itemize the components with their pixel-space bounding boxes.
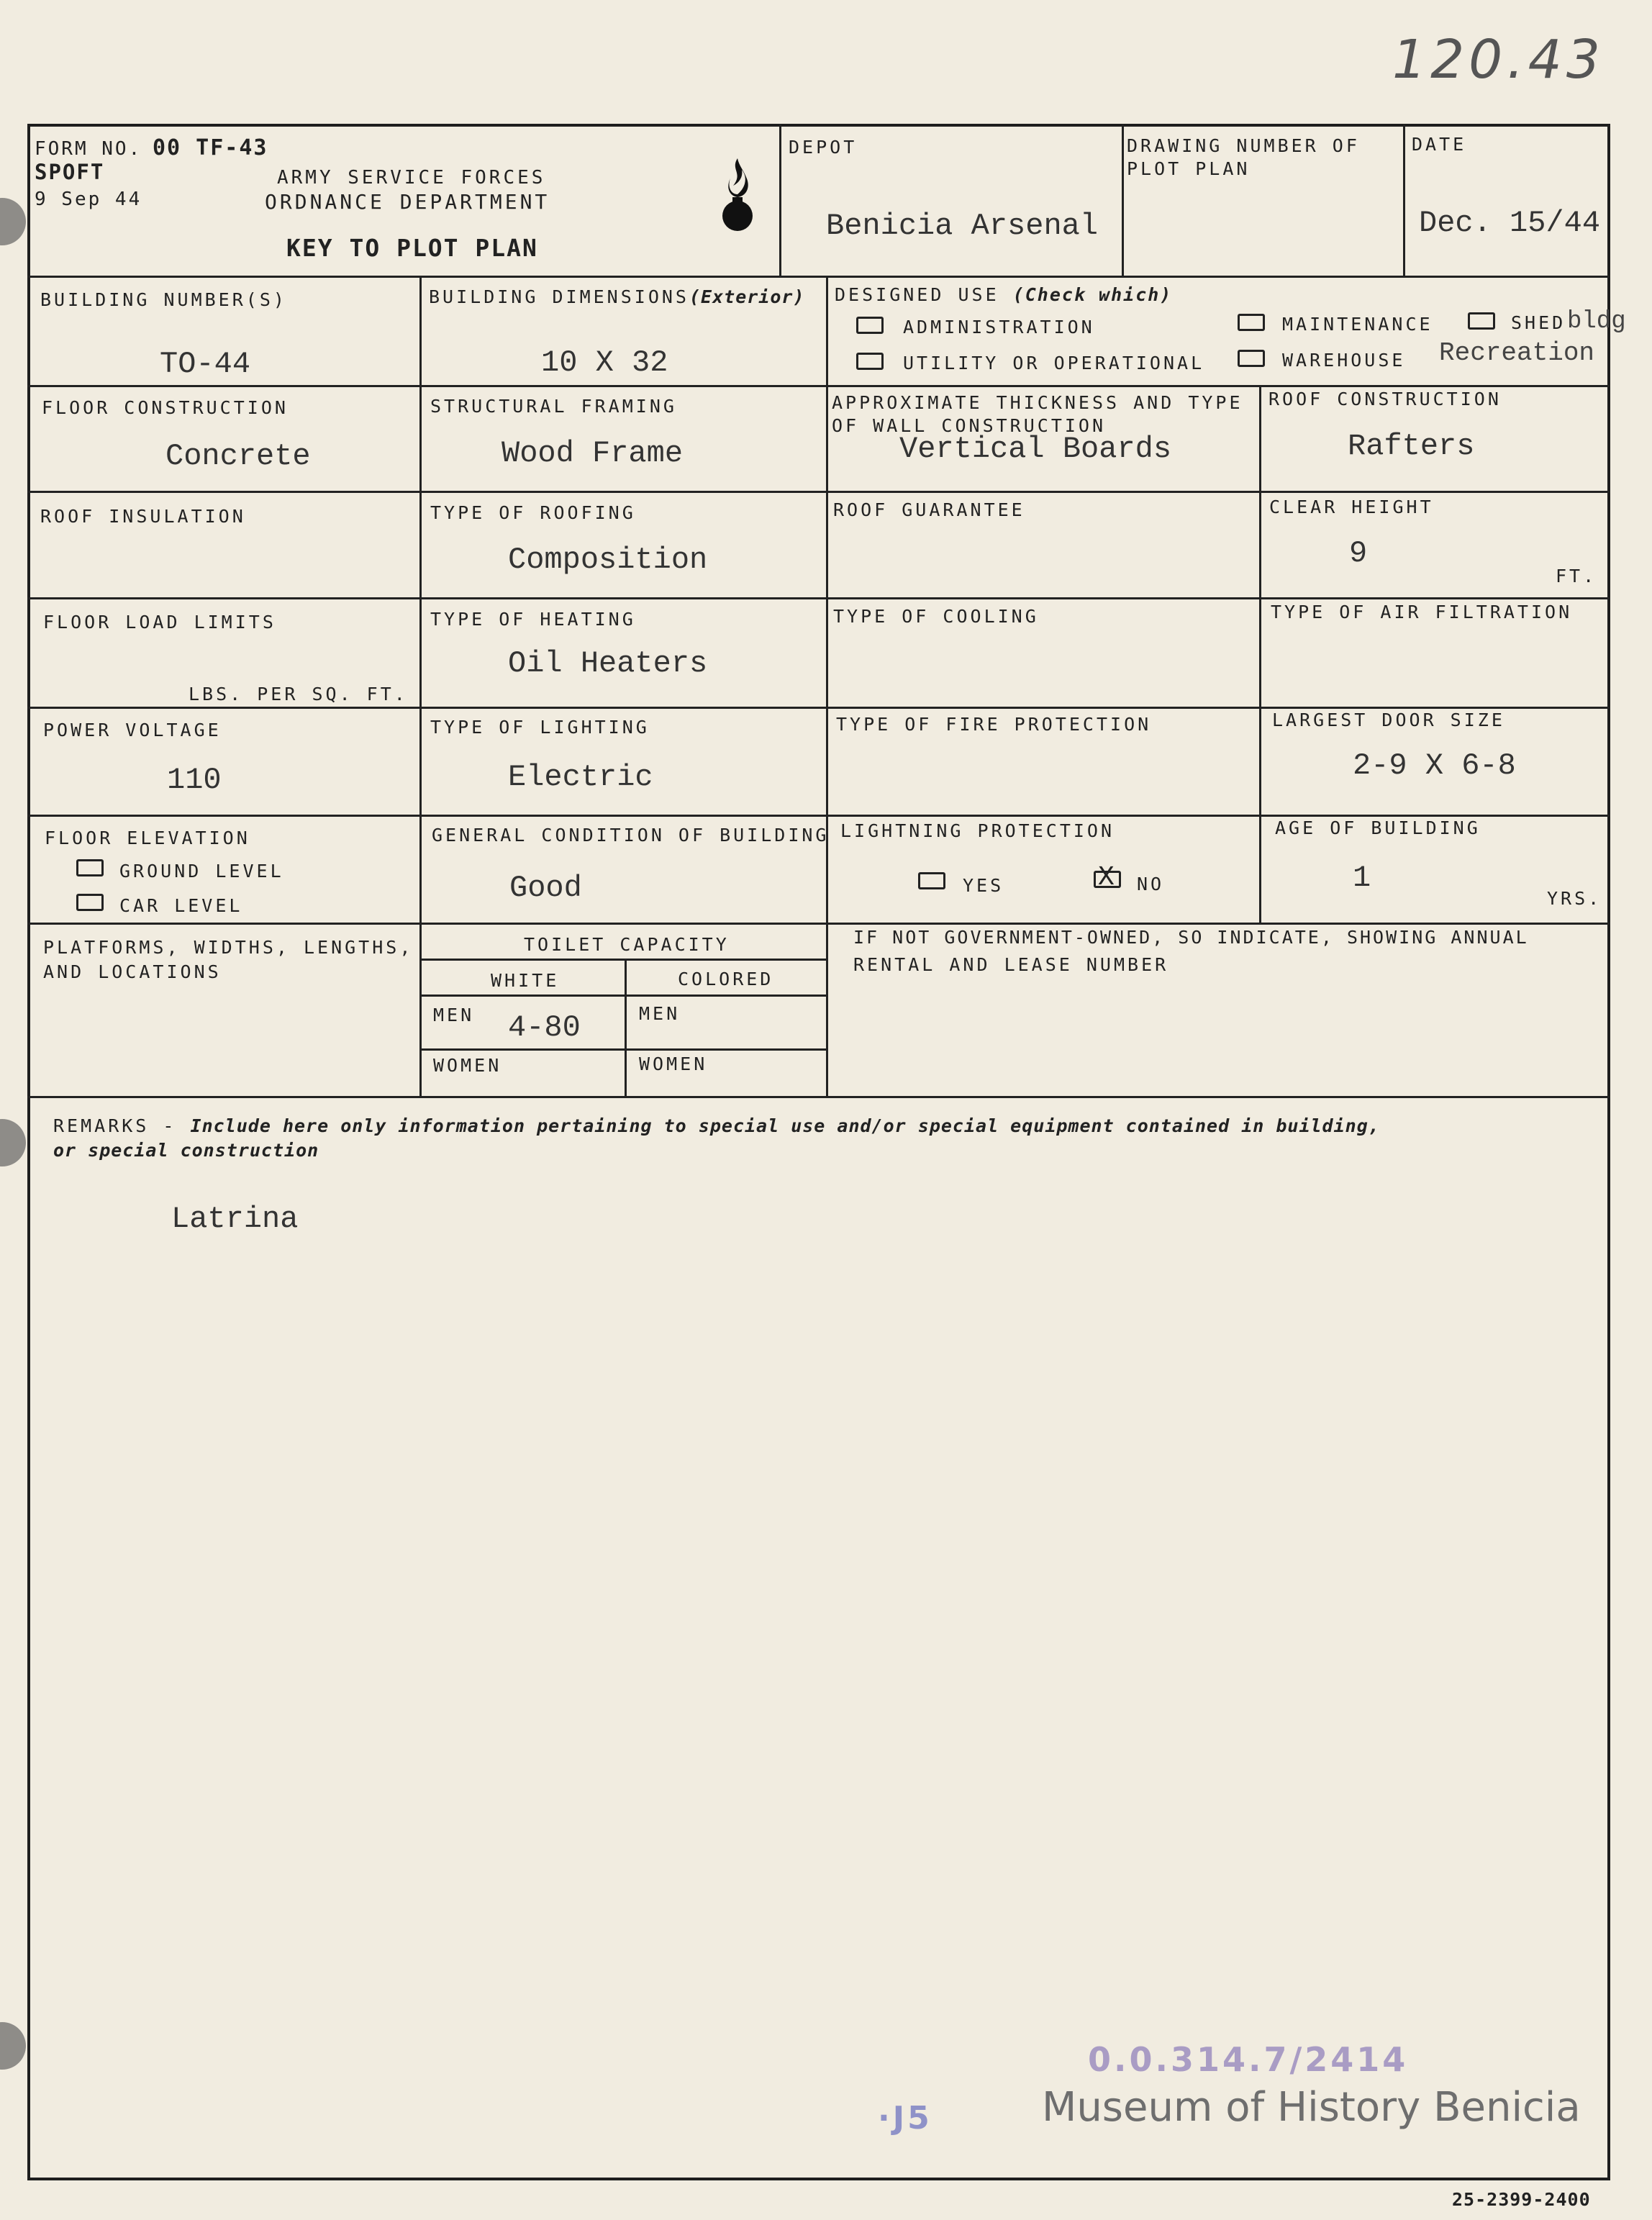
wall-construction-label-1: APPROXIMATE THICKNESS AND TYPE	[832, 392, 1243, 413]
roof-construction-label: ROOF CONSTRUCTION	[1268, 389, 1502, 409]
government-owned-label-2: RENTAL AND LEASE NUMBER	[853, 954, 1169, 975]
lightning-protection-label: LIGHTNING PROTECTION	[840, 820, 1115, 841]
remarks-label-2: or special construction	[53, 1140, 319, 1161]
type-of-roofing-label: TYPE OF ROOFING	[430, 502, 636, 523]
form-title: KEY TO PLOT PLAN	[286, 234, 538, 262]
car-level-checkbox[interactable]	[76, 894, 104, 911]
org-line-1: ARMY SERVICE FORCES	[277, 167, 546, 189]
type-of-lighting-label: TYPE OF LIGHTING	[430, 717, 650, 738]
spoft-code: SPOFT	[35, 160, 105, 184]
utility-checkbox[interactable]	[856, 353, 884, 370]
rule	[27, 385, 1610, 387]
administration-label: ADMINISTRATION	[903, 317, 1095, 337]
rule	[1122, 124, 1124, 276]
toilet-capacity-label: TOILET CAPACITY	[524, 934, 730, 955]
rule	[419, 995, 826, 997]
rule	[27, 276, 1610, 278]
org-line-2: ORDNANCE DEPARTMENT	[265, 190, 550, 214]
rule	[27, 1096, 1610, 1098]
structural-framing-value: Wood Frame	[502, 436, 684, 471]
administration-checkbox[interactable]	[856, 317, 884, 334]
form-date: 9 Sep 44	[35, 189, 142, 210]
type-of-roofing-value: Composition	[508, 543, 708, 577]
largest-door-size-label: LARGEST DOOR SIZE	[1272, 710, 1505, 730]
age-of-building-value: 1	[1353, 861, 1371, 895]
toilet-white-label: WHITE	[491, 970, 560, 991]
rule	[27, 597, 1610, 599]
shed-label: SHED	[1511, 312, 1566, 333]
punch-hole-top	[0, 198, 26, 245]
lightning-no-label: NO	[1137, 874, 1165, 894]
floor-load-limits-unit: LBS. PER SQ. FT.	[189, 684, 408, 704]
fire-protection-label: TYPE OF FIRE PROTECTION	[836, 714, 1152, 735]
floor-load-limits-label: FLOOR LOAD LIMITS	[43, 612, 276, 633]
depot-value: Benicia Arsenal	[826, 209, 1099, 243]
age-of-building-label: AGE OF BUILDING	[1275, 817, 1481, 838]
floor-construction-value: Concrete	[165, 439, 311, 474]
toilet-colored-women-label: WOMEN	[639, 1054, 708, 1074]
type-of-cooling-label: TYPE OF COOLING	[833, 606, 1039, 627]
toilet-colored-men-label: MEN	[639, 1003, 681, 1024]
rule	[1259, 385, 1261, 923]
platforms-label-1: PLATFORMS, WIDTHS, LENGTHS,	[43, 937, 414, 958]
warehouse-checkbox[interactable]	[1238, 350, 1265, 367]
rule	[27, 923, 1610, 925]
rule	[27, 491, 1610, 493]
rule	[625, 959, 627, 1096]
roof-construction-value: Rafters	[1348, 429, 1475, 463]
lightning-yes-checkbox[interactable]	[918, 872, 945, 889]
toilet-colored-label: COLORED	[678, 969, 774, 989]
remarks-label: REMARKS - Include here only information pertaining to special use and/or special equipment contained in building,	[53, 1115, 1380, 1136]
toilet-white-men-label: MEN	[433, 1005, 475, 1025]
toilet-white-women-label: WOMEN	[433, 1055, 502, 1076]
date-label: DATE	[1412, 134, 1467, 155]
government-owned-label-1: IF NOT GOVERNMENT-OWNED, SO INDICATE, SHOWING ANNUAL	[853, 927, 1529, 948]
building-number-label: BUILDING NUMBER(S)	[40, 289, 287, 310]
largest-door-size-value: 2-9 X 6-8	[1353, 748, 1516, 783]
maintenance-checkbox[interactable]	[1238, 314, 1265, 331]
floor-construction-label: FLOOR CONSTRUCTION	[42, 397, 289, 418]
drawing-number-label-2: PLOT PLAN	[1127, 158, 1251, 179]
footer-code: 25-2399-2400	[1452, 2189, 1591, 2210]
clear-height-value: 9	[1349, 536, 1368, 571]
date-value: Dec. 15/44	[1419, 206, 1601, 240]
punch-hole-middle	[0, 1119, 26, 1166]
type-of-heating-value: Oil Heaters	[508, 646, 708, 681]
power-voltage-label: POWER VOLTAGE	[43, 720, 222, 740]
ground-level-checkbox[interactable]	[76, 859, 104, 876]
utility-label: UTILITY OR OPERATIONAL	[903, 353, 1205, 373]
flaming-bomb-icon	[722, 157, 753, 232]
general-condition-value: Good	[509, 871, 582, 905]
handwritten-file-number: 120.43	[1392, 29, 1605, 91]
platforms-label-2: AND LOCATIONS	[43, 961, 222, 982]
drawing-number-label-1: DRAWING NUMBER OF	[1127, 135, 1360, 156]
depot-label: DEPOT	[789, 137, 858, 158]
clear-height-unit: FT.	[1556, 566, 1597, 586]
car-level-label: CAR LEVEL	[119, 895, 243, 916]
clear-height-label: CLEAR HEIGHT	[1269, 497, 1434, 517]
lightning-no-mark: X	[1098, 862, 1115, 893]
toilet-white-men-value: 4-80	[508, 1010, 581, 1045]
type-of-heating-label: TYPE OF HEATING	[430, 609, 636, 630]
museum-watermark: Museum of History Benicia	[1042, 2084, 1581, 2131]
building-dimensions-label: BUILDING DIMENSIONS(Exterior)	[429, 286, 805, 307]
shed-checkbox[interactable]	[1468, 312, 1495, 330]
rule	[1403, 124, 1405, 276]
general-condition-label: GENERAL CONDITION OF BUILDING	[432, 825, 830, 846]
rule	[779, 124, 781, 276]
wall-construction-label-2: OF WALL CONSTRUCTION	[832, 415, 1107, 436]
roof-insulation-label: ROOF INSULATION	[40, 506, 246, 527]
warehouse-label: WAREHOUSE	[1282, 350, 1406, 371]
structural-framing-label: STRUCTURAL FRAMING	[430, 396, 677, 417]
maintenance-label: MAINTENANCE	[1282, 314, 1433, 335]
rule	[419, 276, 422, 1096]
recreation-typed-entry: Recreation	[1439, 338, 1595, 368]
remarks-value: Latrina	[171, 1202, 299, 1236]
power-voltage-value: 110	[167, 763, 222, 797]
designed-use-label: DESIGNED USE (Check which)	[835, 284, 1173, 305]
type-of-lighting-value: Electric	[508, 760, 653, 794]
air-filtration-label: TYPE OF AIR FILTRATION	[1271, 602, 1573, 622]
floor-elevation-label: FLOOR ELEVATION	[45, 828, 250, 848]
wall-construction-value: Vertical Boards	[899, 432, 1172, 466]
rule	[419, 1048, 826, 1051]
file-stamp: 0.0.314.7/2414	[1088, 2040, 1409, 2079]
rule	[826, 276, 828, 1096]
ground-level-label: GROUND LEVEL	[119, 861, 284, 882]
rule	[27, 815, 1610, 817]
age-of-building-unit: YRS.	[1547, 888, 1602, 909]
building-dimensions-value: 10 X 32	[541, 345, 668, 380]
lightning-yes-label: YES	[963, 875, 1004, 896]
punch-hole-bottom	[0, 2022, 26, 2070]
form-number-value: 00 TF-43	[153, 135, 268, 160]
initials-stamp: ·J5	[878, 2100, 932, 2137]
roof-guarantee-label: ROOF GUARANTEE	[833, 499, 1025, 520]
building-number-value: TO-44	[160, 347, 251, 381]
shed-overtype: bldg	[1567, 308, 1626, 335]
rule	[419, 959, 826, 961]
form-number-label: FORM NO.	[35, 138, 142, 160]
rule	[27, 707, 1610, 709]
